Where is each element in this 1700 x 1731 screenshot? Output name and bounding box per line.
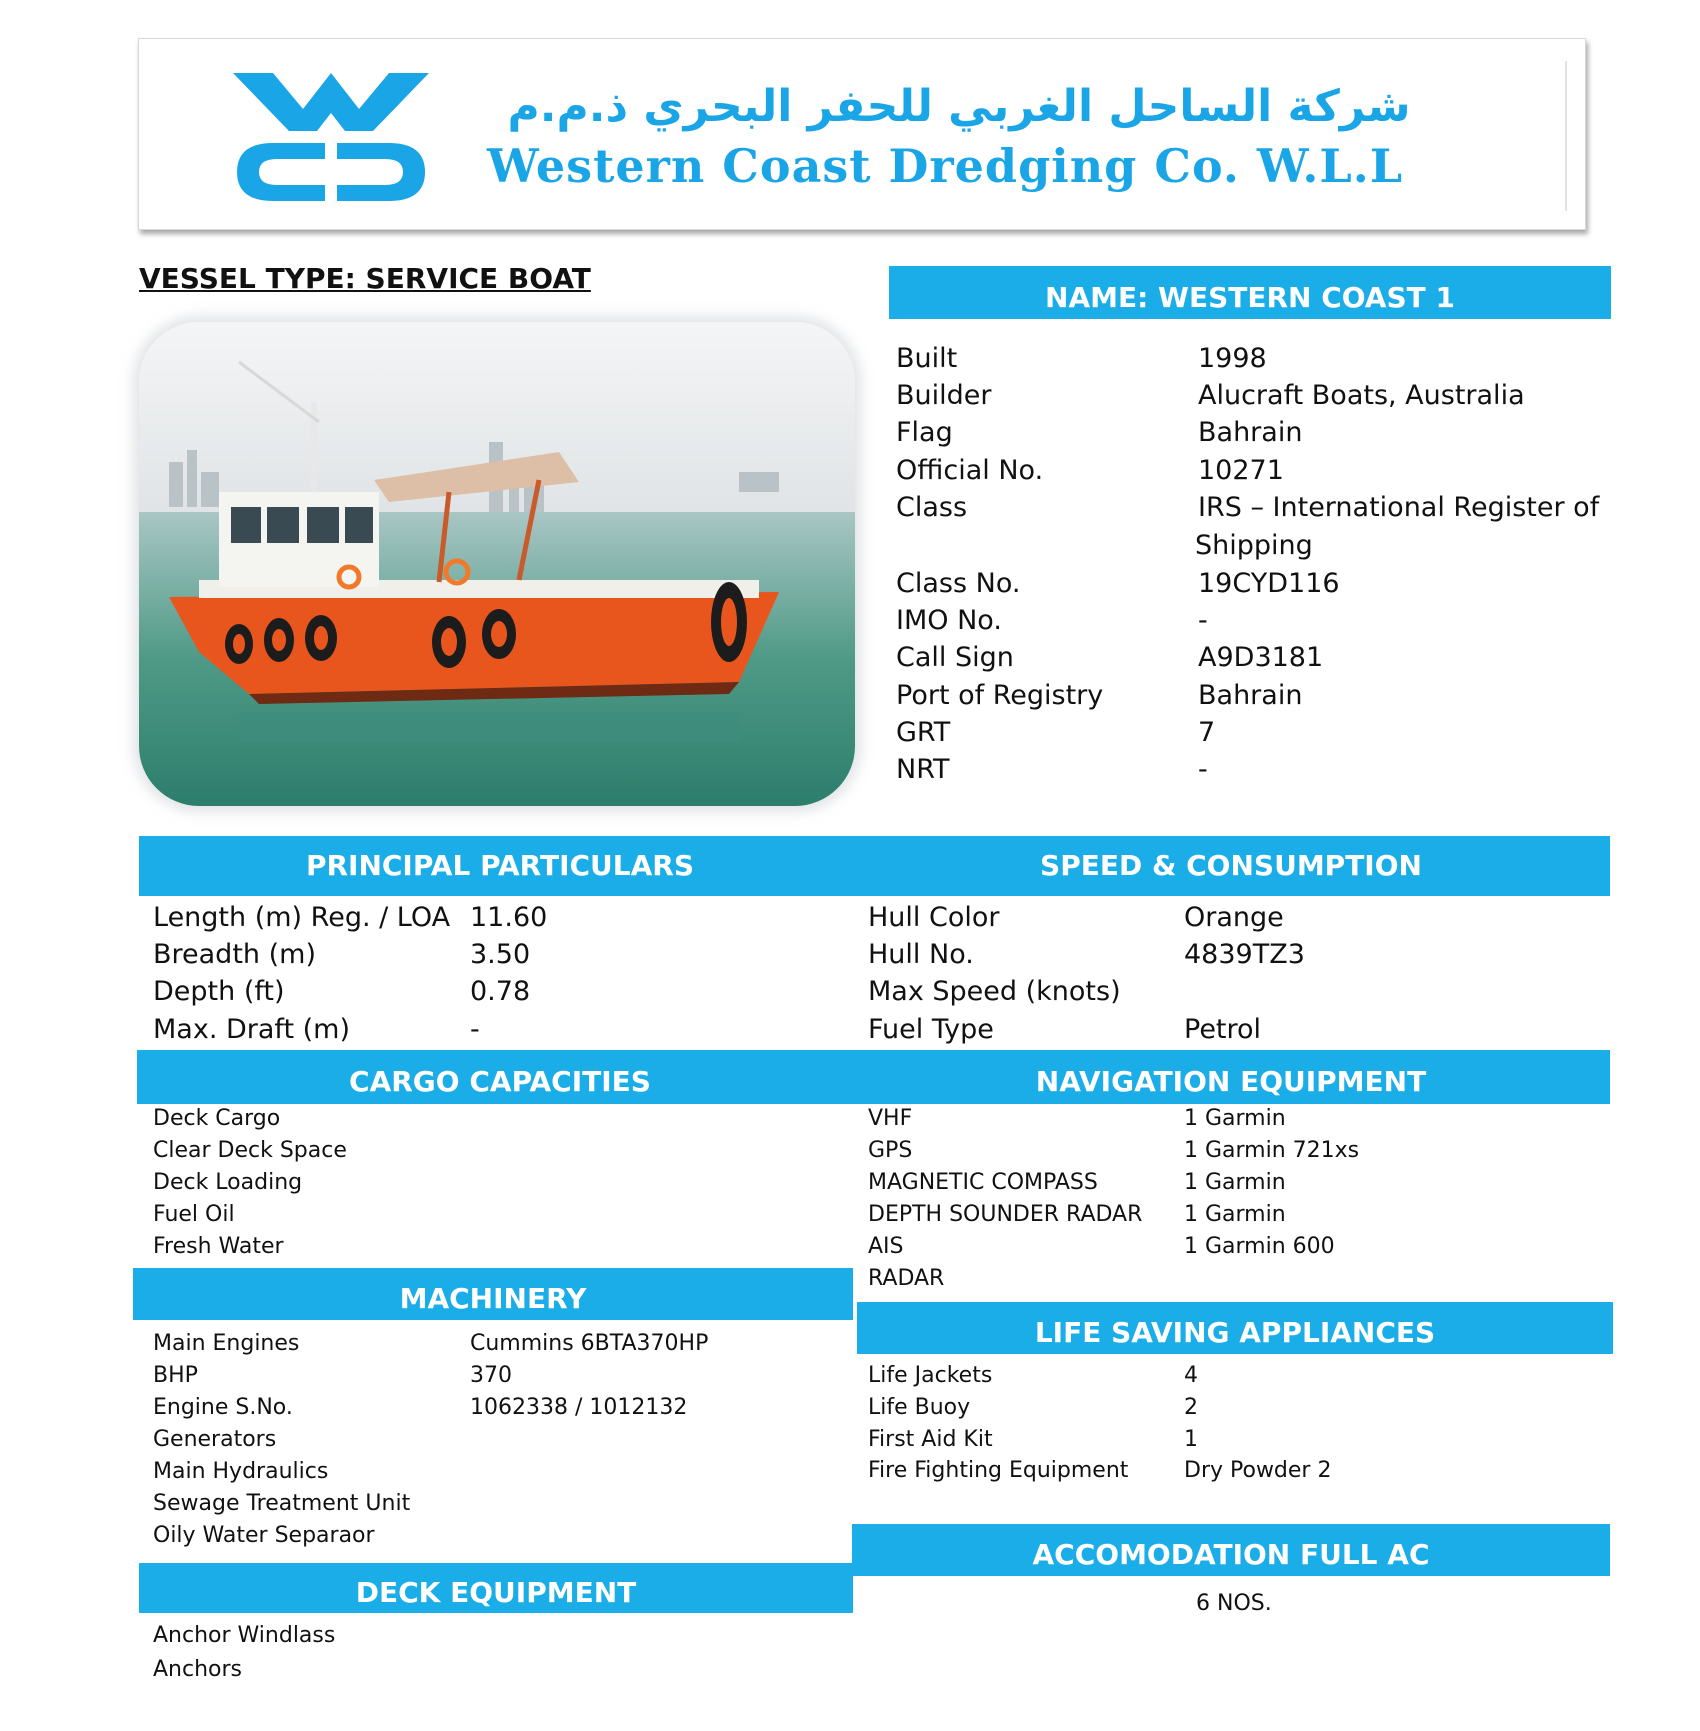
speed-label: Hull No. (868, 939, 974, 970)
life-saving-value: 2 (1184, 1395, 1198, 1420)
life-saving-value: Dry Powder 2 (1184, 1458, 1332, 1483)
machinery-label: Main Hydraulics (153, 1459, 329, 1484)
principal-particulars-bar: PRINCIPAL PARTICULARS (139, 836, 861, 896)
deck-label: Anchors (153, 1657, 242, 1682)
machinery-label: Generators (153, 1427, 277, 1452)
info-label-class-no: Class No. (896, 568, 1021, 599)
principal-value: 11.60 (470, 902, 548, 933)
info-label-nrt: NRT (896, 754, 950, 785)
machinery-bar: MACHINERY (133, 1268, 853, 1320)
nav-label: GPS (868, 1138, 913, 1163)
nav-label: MAGNETIC COMPASS (868, 1170, 1098, 1195)
cargo-capacities-bar: CARGO CAPACITIES (137, 1050, 863, 1104)
speed-label: Fuel Type (868, 1014, 994, 1045)
nav-value: 1 Garmin (1184, 1202, 1286, 1227)
deck-equipment-bar: DECK EQUIPMENT (139, 1563, 853, 1613)
info-value-class-cont: Shipping (1195, 530, 1313, 561)
cargo-label: Clear Deck Space (153, 1138, 347, 1163)
life-saving-label: First Aid Kit (868, 1427, 993, 1452)
principal-value: 0.78 (470, 976, 531, 1007)
info-value-call-sign: A9D3181 (1198, 642, 1324, 673)
nav-value: 1 Garmin 600 (1184, 1234, 1335, 1259)
life-saving-label: Life Jackets (868, 1363, 993, 1388)
nav-label: AIS (868, 1234, 904, 1259)
speed-label: Hull Color (868, 902, 1000, 933)
info-label-imo-no: IMO No. (896, 605, 1002, 636)
info-label-builder: Builder (896, 380, 992, 411)
speed-label: Max Speed (knots) (868, 976, 1121, 1007)
info-label-class: Class (896, 492, 968, 523)
life-saving-label: Life Buoy (868, 1395, 971, 1420)
nav-label: DEPTH SOUNDER RADAR (868, 1202, 1143, 1227)
info-value-class-no: 19CYD116 (1198, 568, 1340, 599)
machinery-label: BHP (153, 1363, 198, 1388)
principal-value: - (470, 1014, 480, 1045)
info-value-flag: Bahrain (1198, 417, 1303, 448)
info-value-built: 1998 (1198, 343, 1267, 374)
cargo-label: Deck Cargo (153, 1106, 281, 1131)
info-value-class: IRS – International Register of (1198, 492, 1600, 523)
info-value-grt: 7 (1198, 717, 1216, 748)
info-label-built: Built (896, 343, 958, 374)
company-banner (138, 38, 1586, 230)
boat-image (139, 322, 855, 806)
machinery-label: Sewage Treatment Unit (153, 1491, 411, 1516)
life-saving-value: 4 (1184, 1363, 1198, 1388)
company-name-english: Western Coast Dredging Co. W.L.L (487, 139, 1404, 193)
info-label-official-no: Official No. (896, 455, 1044, 486)
info-value-official-no: 10271 (1198, 455, 1284, 486)
info-value-port: Bahrain (1198, 680, 1303, 711)
info-label-port: Port of Registry (896, 680, 1104, 711)
principal-label: Length (m) Reg. / LOA (153, 902, 451, 933)
machinery-value: Cummins 6BTA370HP (470, 1331, 709, 1356)
principal-label: Breadth (m) (153, 939, 316, 970)
machinery-label: Engine S.No. (153, 1395, 293, 1420)
machinery-label: Main Engines (153, 1331, 300, 1356)
machinery-value: 1062338 / 1012132 (470, 1395, 688, 1420)
machinery-value: 370 (470, 1363, 512, 1388)
vessel-name-bar: NAME: WESTERN COAST 1 (889, 266, 1611, 319)
cargo-label: Deck Loading (153, 1170, 303, 1195)
navigation-equipment-bar: NAVIGATION EQUIPMENT (852, 1050, 1610, 1104)
speed-value: Petrol (1184, 1014, 1262, 1045)
machinery-label: Oily Water Separaor (153, 1523, 375, 1548)
vessel-type-heading: VESSEL TYPE: SERVICE BOAT (139, 262, 591, 295)
life-saving-bar: LIFE SAVING APPLIANCES (857, 1302, 1613, 1354)
banner-divider (1565, 61, 1567, 211)
info-label-call-sign: Call Sign (896, 642, 1014, 673)
accommodation-bar: ACCOMODATION FULL AC (852, 1524, 1610, 1576)
info-value-nrt: - (1198, 754, 1208, 785)
principal-label: Max. Draft (m) (153, 1014, 350, 1045)
nav-label: VHF (868, 1106, 913, 1131)
nav-value: 1 Garmin 721xs (1184, 1138, 1360, 1163)
info-label-flag: Flag (896, 417, 953, 448)
speed-value: Orange (1184, 902, 1284, 933)
speed-value: 4839TZ3 (1184, 939, 1305, 970)
company-logo-icon (233, 73, 429, 203)
cargo-label: Fresh Water (153, 1234, 284, 1259)
life-saving-value: 1 (1184, 1427, 1198, 1452)
nav-value: 1 Garmin (1184, 1170, 1286, 1195)
cargo-label: Fuel Oil (153, 1202, 235, 1227)
vessel-photo (139, 322, 855, 806)
company-name-arabic: شركة الساحل الغربي للحفر البحري ذ.م.م (507, 81, 1411, 132)
speed-consumption-bar: SPEED & CONSUMPTION (852, 836, 1610, 896)
deck-label: Anchor Windlass (153, 1623, 336, 1648)
nav-value: 1 Garmin (1184, 1106, 1286, 1131)
info-label-grt: GRT (896, 717, 951, 748)
life-saving-label: Fire Fighting Equipment (868, 1458, 1129, 1483)
nav-label: RADAR (868, 1266, 945, 1291)
info-value-imo-no: - (1198, 605, 1208, 636)
accommodation-value: 6 NOS. (1196, 1591, 1272, 1616)
info-value-builder: Alucraft Boats, Australia (1198, 380, 1525, 411)
principal-label: Depth (ft) (153, 976, 285, 1007)
principal-value: 3.50 (470, 939, 531, 970)
